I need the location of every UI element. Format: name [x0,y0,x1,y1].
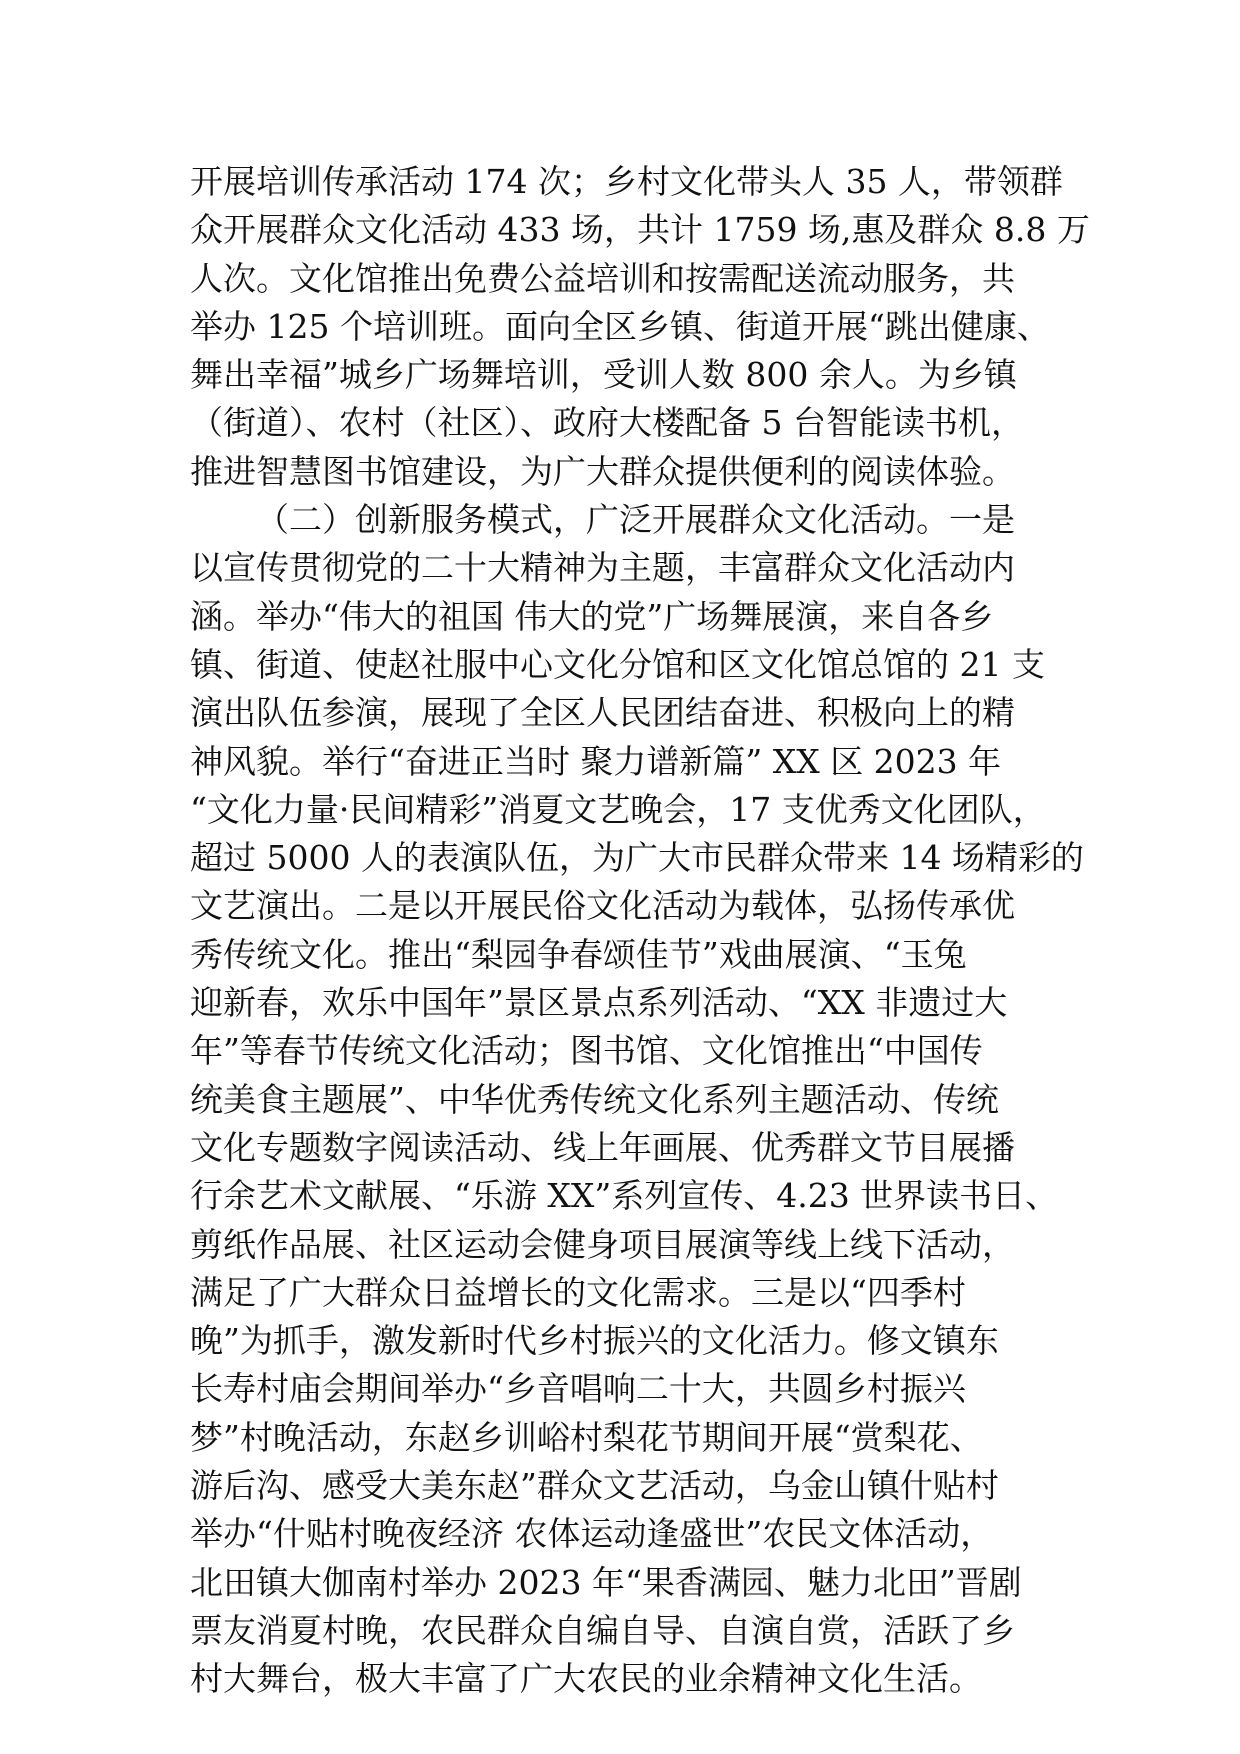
text-line: 年”等春节传统文化活动；图书馆、文化馆推出“中国传 [190,1031,983,1071]
text-line: 秀传统文化。推出“梨园争春颂佳节”戏曲展演、“玉兔 [190,934,967,974]
text-line: 推进智慧图书馆建设，为广大群众提供便利的阅读体验。 [190,451,1015,491]
document-body [190,158,1090,1704]
text-line: 剪纸作品展、社区运动会健身项目展演等线上线下活动， [190,1224,1015,1264]
paragraph-1 [190,158,1090,496]
text-line: 统美食主题展”、中华优秀传统文化系列主题活动、传统 [190,1079,999,1119]
text-line: 镇、街道、使赵社服中心文化分馆和区文化馆总馆的 21 支 [190,644,1045,684]
text-line: 演出队伍参演，展现了全区人民团结奋进、积极向上的精 [190,693,1015,733]
text-line: 长寿村庙会期间举办“乡音唱响二十大，共圆乡村振兴 [190,1369,966,1409]
text-line: 文化专题数字阅读活动、线上年画展、优秀群文节目展播 [190,1127,1015,1167]
text-line: “文化力量·民间精彩”消夏文艺晚会，17 支优秀文化团队， [190,789,1046,829]
text-line: 票友消夏村晚，农民群众自编自导、自演自赏，活跃了乡 [190,1610,1015,1650]
text-line: 超过 5000 人的表演队伍，为广大市民群众带来 14 场精彩的 [190,838,1084,878]
text-line: 北田镇大伽南村举办 2023 年“果香满园、魅力北田”晋剧 [190,1562,1022,1602]
text-line: 迎新春，欢乐中国年”景区景点系列活动、“XX 非遗过大 [190,983,1008,1023]
text-line: 满足了广大群众日益增长的文化需求。三是以“四季村 [190,1272,966,1312]
text-line: 行余艺术文献展、“乐游 XX”系列宣传、4.23 世界读书日、 [190,1176,1059,1216]
text-line: 众开展群众文化活动 433 场，共计 1759 场,惠及群众 8.8 万 [190,210,1090,250]
text-line: 开展培训传承活动 174 次；乡村文化带头人 35 人，带领群 [190,162,1063,201]
text-line: 涵。举办“伟大的祖国 伟大的党”广场舞展演，来自各乡 [190,596,994,636]
text-line: 游后沟、感受大美东赵”群众文艺活动，乌金山镇什贴村 [190,1466,999,1506]
text-line: 晚”为抓手，激发新时代乡村振兴的文化活力。修文镇东 [190,1321,999,1361]
text-line: 梦”村晚活动，东赵乡训峪村梨花节期间开展“赏梨花、 [190,1417,983,1457]
text-line-indented: （二）创新服务模式，广泛开展群众文化活动。一是 [256,500,1015,540]
text-line: 举办 125 个培训班。面向全区乡镇、街道开展“跳出健康、 [190,306,1050,346]
text-line: 神风貌。举行“奋进正当时 聚力谱新篇” XX 区 2023 年 [190,741,1002,781]
text-line: 以宣传贯彻党的二十大精神为主题，丰富群众文化活动内 [190,548,1015,588]
text-line: 人次。文化馆推出免费公益培训和按需配送流动服务，共 [190,258,1015,298]
paragraph-2 [190,496,1084,1703]
text-line: 文艺演出。二是以开展民俗文化活动为载体，弘扬传承优 [190,886,1015,926]
text-line: （街道）、农村（社区）、政府大楼配备 5 台智能读书机， [190,403,1024,443]
text-line: 舞出幸福”城乡广场舞培训，受训人数 800 余人。为乡镇 [190,355,1017,395]
text-line: 村大舞台，极大丰富了广大农民的业余精神文化生活。 [190,1659,982,1699]
text-line: 举办“什贴村晚夜经济 农体运动逢盛世”农民文体活动， [190,1514,994,1554]
